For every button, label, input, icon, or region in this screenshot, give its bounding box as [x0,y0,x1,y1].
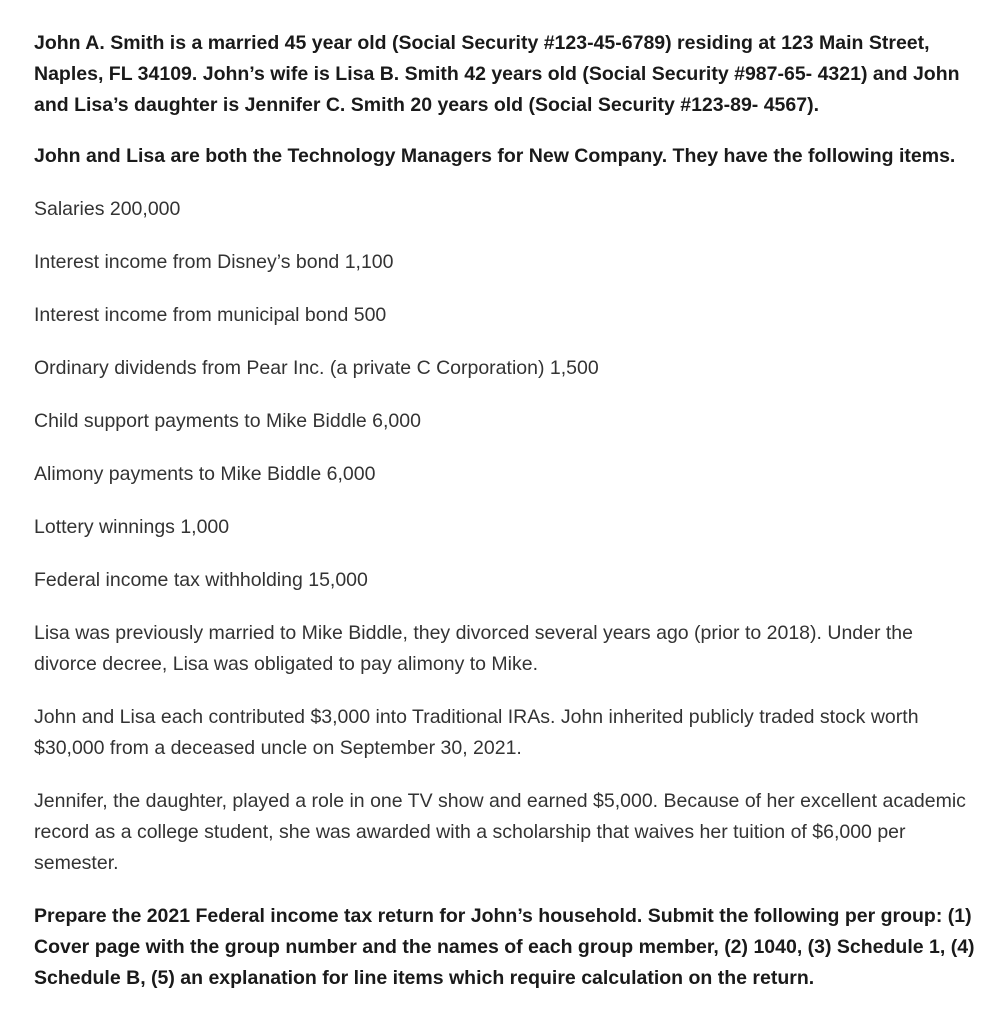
item-salaries: Salaries 200,000 [34,198,181,220]
jennifer-paragraph: Jennifer, the daughter, played a role in one TV show and earned $5,000. Because of her excellent academic record as a college student, she was awarded with a scholarship that waives her tuition of $6,000 per semester. [34,790,966,874]
divorce-paragraph: Lisa was previously married to Mike Biddle, they divorced several years ago (prior to 2018). Under the divorce decree, Lisa was obligated to pay alimony to Mike. [34,622,913,675]
item-alimony: Alimony payments to Mike Biddle 6,000 [34,463,376,485]
item-child-support: Child support payments to Mike Biddle 6,000 [34,410,421,432]
item-lottery-winnings: Lottery winnings 1,000 [34,516,230,538]
task-instructions: Prepare the 2021 Federal income tax return for John’s household. Submit the following per group: (1) Cover page with the group number and the names of each group member, (2) 1040, (3) Schedule 1, (4) Schedule B, (5) an explanation for line items which require calculation on the return. [34,905,975,989]
ira-inheritance-paragraph: John and Lisa each contributed $3,000 into Traditional IRAs. John inherited publicly traded stock worth $30,000 from a deceased uncle on September 30, 2021. [34,706,919,759]
intro-paragraph: John A. Smith is a married 45 year old (Social Security #123-45-6789) residing at 123 Main Street, Naples, FL 34109. John’s wife is Lisa B. Smith 42 years old (Social Security #987-65- 4321) and John and Lisa’s daughter is Jennifer C. Smith 20 years old (Social Security #123-89- 4567). [34,32,960,116]
item-disney-bond-interest: Interest income from Disney’s bond 1,100 [34,251,394,273]
items-heading: John and Lisa are both the Technology Managers for New Company. They have the following items. [34,145,956,167]
item-municipal-bond-interest: Interest income from municipal bond 500 [34,304,387,326]
item-ordinary-dividends: Ordinary dividends from Pear Inc. (a private C Corporation) 1,500 [34,357,599,379]
item-federal-withholding: Federal income tax withholding 15,000 [34,569,368,591]
